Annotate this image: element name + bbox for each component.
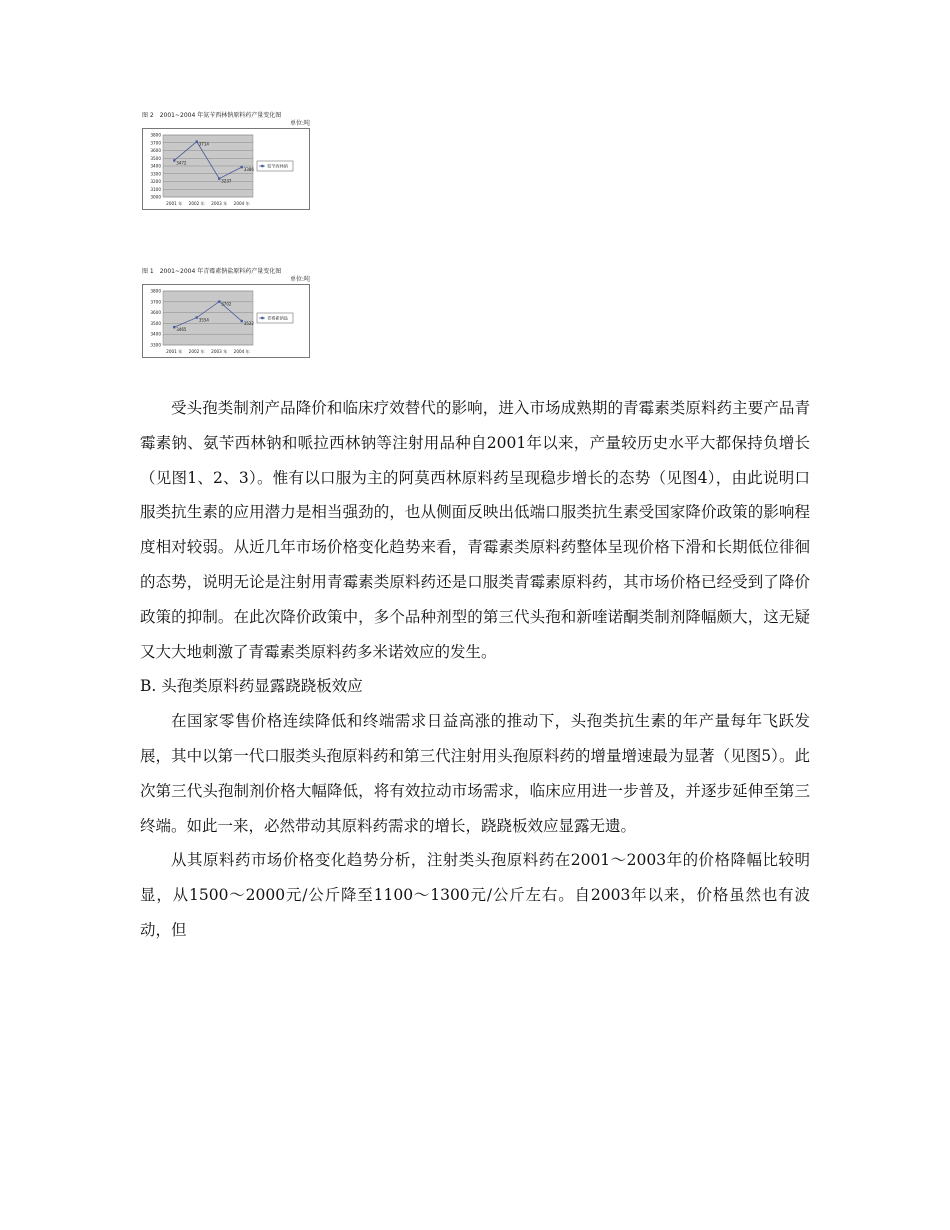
x-tick-label: 2004 年 (233, 349, 250, 354)
legend-marker (261, 317, 263, 319)
data-label: 3714 (198, 141, 209, 147)
x-tick-label: 2004 年 (233, 201, 250, 206)
figure-2-unit: 单位:吨 (289, 120, 310, 127)
figure-2 (142, 112, 310, 210)
x-tick-label: 2003 年 (211, 349, 228, 354)
y-tick-label: 3400 (150, 331, 161, 337)
data-point (196, 140, 198, 142)
paragraph-penicillin: 受头孢类制剂产品降价和临床疗效替代的影响，进入市场成熟期的青霉素类原料药主要产品青霉素钠、氨苄西林钠和哌拉西林钠等注射用品种自2001年以来，产量较历史水平大都保持负增长（见图1、2、3）。惟有以口服为主的阿莫西林原料药呈现稳步增长的态势（见图4），由此说明口服类抗生素的应用潜力是相当强劲的，也从侧面反映出低端口服类抗生素受国家降价政策的影响程度相对较弱。从近几年市场价格变化趋势来看，青霉素类原料药整体呈现价格下滑和长期低位徘徊的态势，说明无论是注射用青霉素类原料药还是口服类青霉素原料药，其市场价格已经受到了降价政策的抑制。在此次降价政策中，多个品种剂型的第三代头孢和新喹诺酮类制剂降幅颇大，这无疑又大大地刺激了青霉素类原料药多米诺效应的发生。 (140, 399, 810, 661)
data-label: 3386 (243, 167, 254, 173)
y-tick-label: 3800 (150, 288, 161, 294)
y-tick-label: 3000 (150, 194, 161, 200)
figure-1-unit: 单位:吨 (289, 276, 310, 283)
figure-1 (142, 268, 310, 358)
data-point (218, 300, 220, 302)
y-tick-label: 3200 (150, 179, 161, 184)
figure-2-chart-frame (142, 128, 310, 210)
data-label: 3237 (221, 178, 232, 184)
y-tick-label: 3100 (150, 186, 161, 192)
body-text (140, 391, 810, 948)
paragraph-price-trend: 从其原料药市场价格变化趋势分析，注射类头孢原料药在2001～2003年的价格降幅比较明显，从1500～2000元/公斤降至1100～1300元/公斤左右。自2003年以来，价格虽然也有波动，但 (140, 851, 810, 939)
legend-label: 青霉素钠盐 (267, 315, 288, 321)
legend-marker (261, 165, 263, 167)
y-tick-label: 3400 (150, 163, 161, 169)
data-label: 3465 (176, 327, 187, 333)
figure-2-chart (143, 129, 309, 209)
data-point (196, 316, 198, 318)
x-tick-label: 2002 年 (188, 349, 205, 354)
data-label: 3554 (198, 317, 209, 323)
legend-label: 氨苄西林钠 (267, 163, 288, 169)
x-tick-label: 2003 年 (211, 201, 228, 206)
x-tick-label: 2001 年 (166, 201, 183, 206)
y-tick-label: 3700 (150, 299, 161, 305)
figure-1-title: 图 1 2001~2004 年青霉素钠盐原料药产量变化图 (142, 268, 282, 275)
data-point (218, 177, 220, 179)
data-label: 3522 (243, 321, 254, 327)
y-tick-label: 3800 (150, 132, 161, 138)
figure-1-chart-frame (142, 284, 310, 358)
figure-1-chart (143, 285, 309, 357)
paragraph-cephalosporin: 在国家零售价格连续降低和终端需求日益高涨的推动下，头孢类抗生素的年产量每年飞跃发展，其中以第一代口服类头孢原料药和第三代注射用头孢原料药的增量增速最为显著（见图5）。此次第三代头孢制剂价格大幅降低，将有效拉动市场需求，临床应用进一步普及，并逐步延伸至第三终端。如此一来，必然带动其原料药需求的增长，跷跷板效应显露无遗。 (140, 712, 810, 835)
y-tick-label: 3500 (150, 155, 161, 161)
y-tick-label: 3300 (150, 342, 161, 348)
data-point (173, 326, 175, 328)
x-tick-label: 2001 年 (166, 349, 183, 354)
y-tick-label: 3500 (150, 320, 161, 326)
y-tick-label: 3300 (150, 171, 161, 177)
x-tick-label: 2002 年 (188, 201, 205, 206)
y-tick-label: 3700 (150, 140, 161, 146)
data-point (241, 166, 243, 168)
y-tick-label: 3600 (150, 310, 161, 316)
data-point (173, 159, 175, 161)
figure-2-title: 图 2 2001~2004 年氨苄西林钠原料药产量变化图 (142, 112, 282, 119)
data-label: 3472 (176, 160, 187, 166)
data-point (241, 320, 243, 322)
data-label: 3702 (221, 301, 232, 307)
section-heading-b: B. 头孢类原料药显露跷跷板效应 (140, 677, 363, 696)
y-tick-label: 3600 (150, 148, 161, 153)
